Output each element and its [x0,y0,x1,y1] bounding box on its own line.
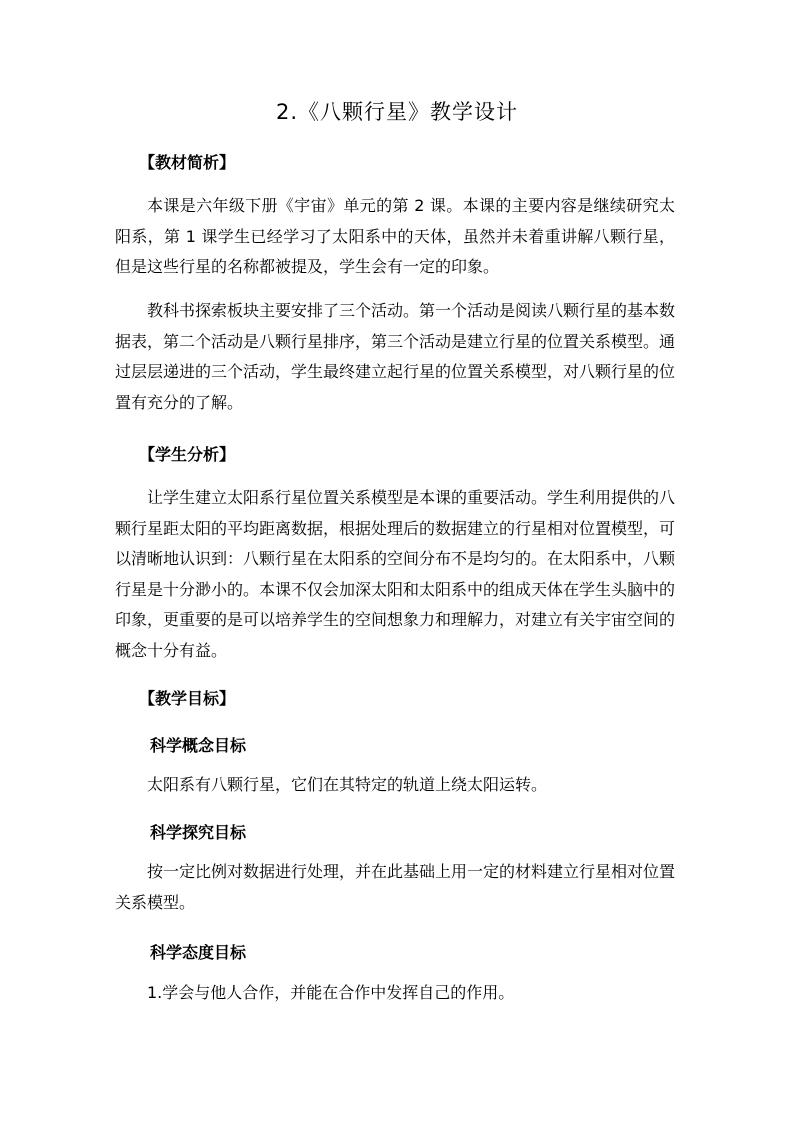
section-heading-teaching-objectives: 【教学目标】 [139,689,236,708]
paragraph-textbook-analysis-2: 教科书探索板块主要安排了三个活动。第一个活动是阅读八颗行星的基本数据表，第二个活动是八颗行星排序，第三个活动是建立行星的位置关系模型。通过层层递进的三个活动，学生最终建立起行星的位置关系模型，对八颗行星的位置有充分的了解。 [115,301,676,412]
section-heading-student-analysis: 【学生分析】 [139,445,236,464]
paragraph-textbook-analysis-1: 本课是六年级下册《宇宙》单元的第 2 课。本课的主要内容是继续研究太阳系，第 1 课学生已经学习了太阳系中的天体，虽然并未着重讲解八颗行星，但是这些行星的名称都被提及，学生会有一定的印象。 [115,196,675,276]
subheading-concept-objective: 科学概念目标 [150,736,247,755]
subheading-inquiry-objective: 科学探究目标 [150,823,247,842]
subheading-attitude-objective: 科学态度目标 [150,943,247,962]
paragraph-inquiry-objective: 按一定比例对数据进行处理，并在此基础上用一定的材料建立行星相对位置关系模型。 [115,862,676,912]
section-heading-textbook-analysis: 【教材简析】 [139,153,236,172]
paragraph-attitude-objective: 1.学会与他人合作，并能在合作中发挥自己的作用。 [147,983,515,1002]
document-title: 2.《八颗行星》教学设计 [275,100,519,124]
paragraph-concept-objective: 太阳系有八颗行星，它们在其特定的轨道上绕太阳运转。 [147,775,548,794]
paragraph-student-analysis: 让学生建立太阳系行星位置关系模型是本课的重要活动。学生利用提供的八颗行星距太阳的平均距离数据，根据处理后的数据建立的行星相对位置模型，可以清晰地认识到：八颗行星在太阳系的空间分布不是均匀的。在太阳系中，八颗行星是十分渺小的。本课不仅会加深太阳和太阳系中的组成天体在学生头脑中的印象，更重要的是可以培养学生的空间想象力和理解力，对建立有关宇宙空间的概念十分有益。 [115,488,676,660]
